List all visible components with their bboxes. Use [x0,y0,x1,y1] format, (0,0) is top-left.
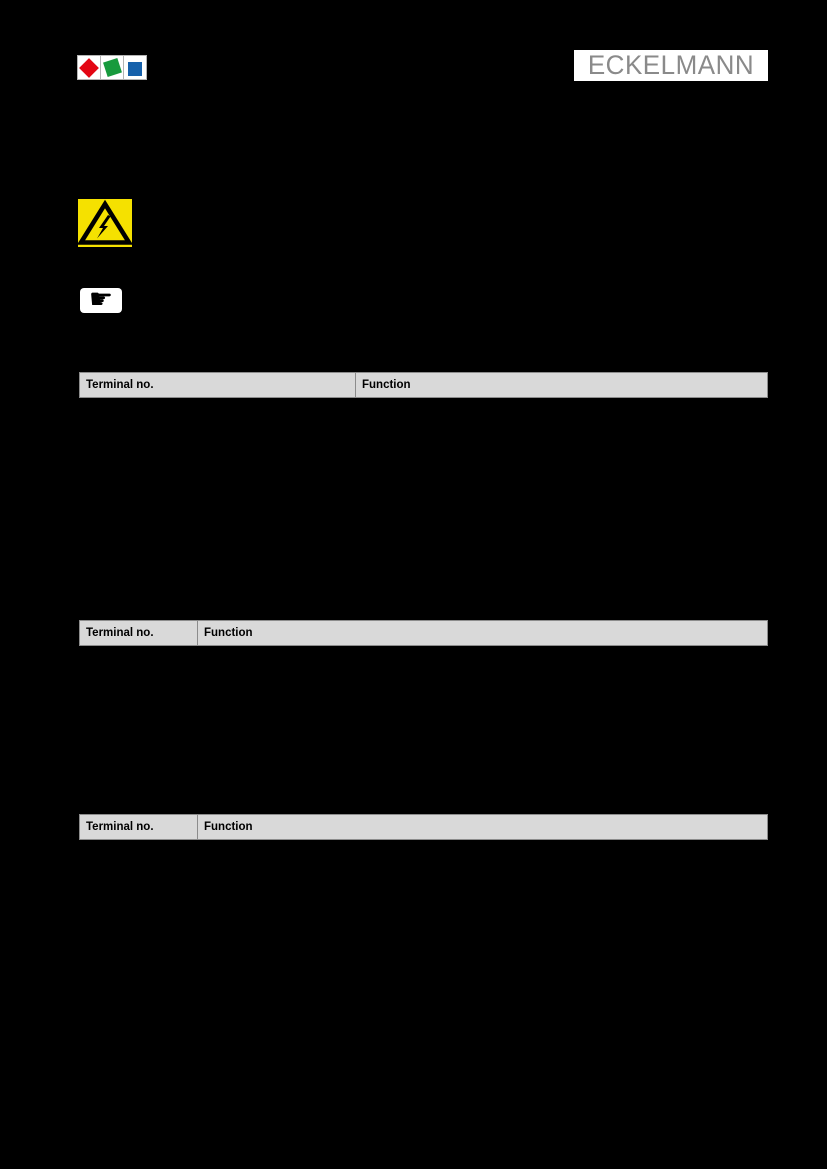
pointing-hand-icon [80,288,122,313]
eckelmann-wordmark [574,50,768,81]
table-1-header-terminal-no: Terminal no. [80,373,356,397]
table-3-header-row [79,814,768,840]
logo-cell-red [78,56,101,79]
eckelmann-wordmark-text: ECKELMANN [587,49,755,81]
table-2-header-function: Function [204,627,253,639]
table-1-header-row [79,372,768,398]
hazard-triangle-graphic [78,199,132,247]
green-square-icon [103,58,122,77]
three-squares-logo [77,55,147,80]
table-3-header-function: Function [204,821,253,833]
logo-cell-green [101,56,124,79]
table-3-header-terminal-no: Terminal no. [80,815,198,839]
red-diamond-icon [79,58,99,78]
pointing-hand-glyph: ☛ [88,288,114,313]
table-2-header-row [79,620,768,646]
blue-square-icon [128,62,142,76]
table-2-header-terminal-no: Terminal no. [80,621,198,645]
electrical-hazard-warning-icon [78,199,132,247]
table-1-header-function: Function [362,379,411,391]
logo-cell-blue [124,56,146,79]
